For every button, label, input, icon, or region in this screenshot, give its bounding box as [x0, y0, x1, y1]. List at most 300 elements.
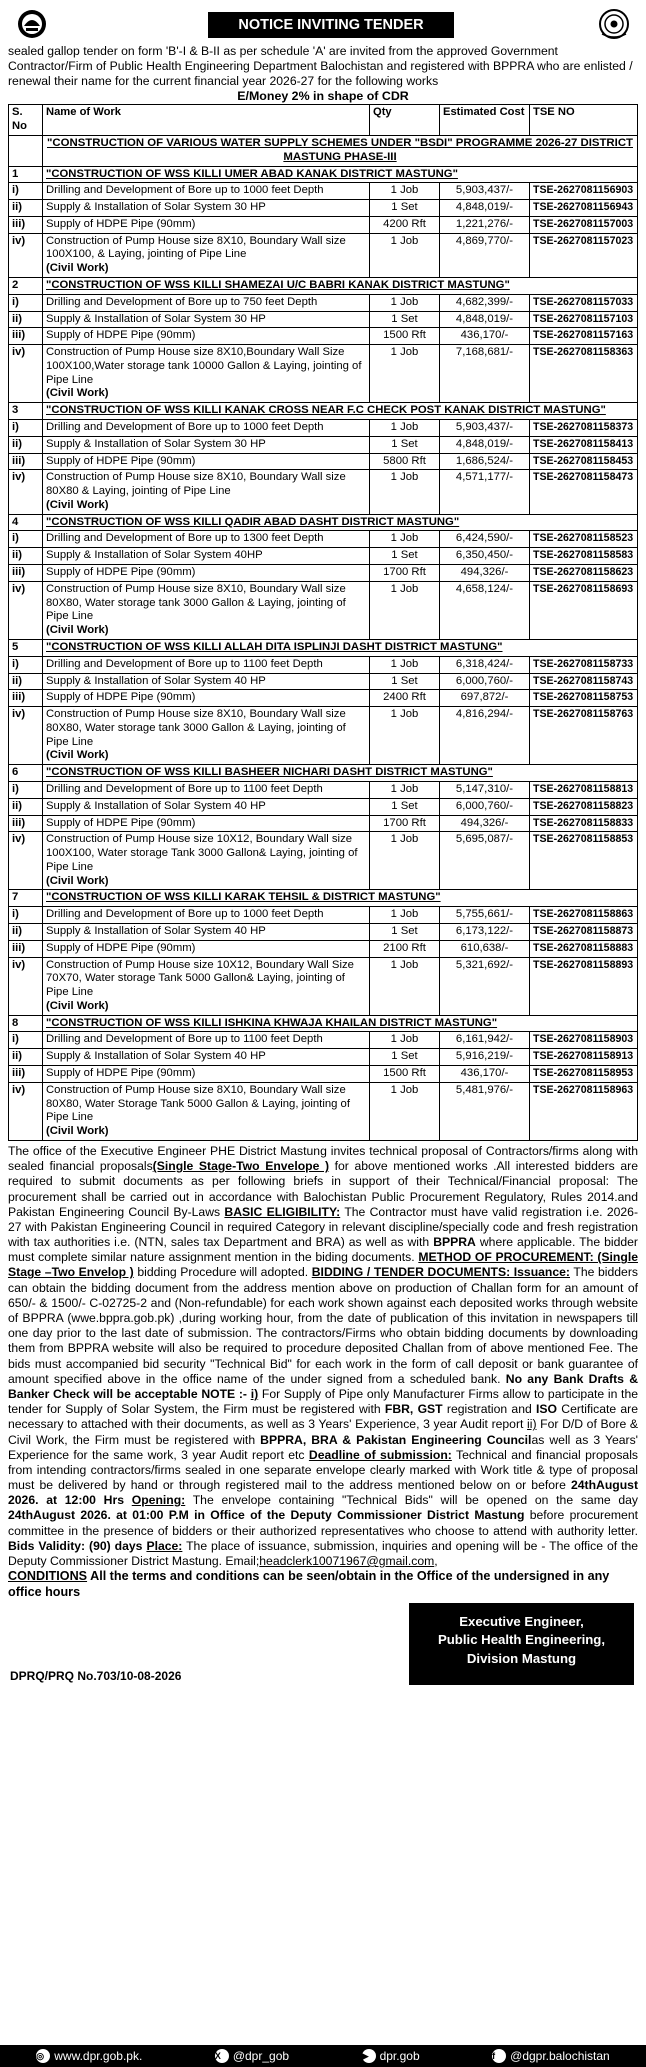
- item-number: iv): [9, 233, 43, 277]
- estimated-cost: 6,173,122/-: [440, 924, 530, 941]
- quantity: 1 Job: [370, 1082, 440, 1140]
- work-cell: [43, 656, 370, 673]
- quantity: 1 Job: [370, 1032, 440, 1049]
- tse-number: TSE-2627081158873: [530, 924, 638, 941]
- tse-number: TSE-2627081157023: [530, 233, 638, 277]
- table-row: [9, 781, 638, 798]
- estimated-cost: 6,424,590/-: [440, 531, 530, 548]
- works-body: [9, 135, 638, 1140]
- item-number: iv): [9, 581, 43, 639]
- header-sno: S. No: [9, 105, 43, 135]
- work-cell: [43, 707, 370, 765]
- civil-work-label: (Civil Work): [46, 262, 109, 275]
- estimated-cost: 610,638/-: [440, 940, 530, 957]
- body-segment: where applicable. The bidder must complete similar nature assignment mention in the biding documents.: [8, 1235, 638, 1265]
- item-number: i): [9, 1032, 43, 1049]
- tse-number: TSE-2627081158863: [530, 907, 638, 924]
- table-row: [9, 1032, 638, 1049]
- table-row: [9, 328, 638, 345]
- tse-number: TSE-2627081158953: [530, 1066, 638, 1083]
- body-segment: [124, 1493, 132, 1507]
- tse-number: TSE-2627081158623: [530, 565, 638, 582]
- tse-number: TSE-2627081156903: [530, 183, 638, 200]
- item-number: ii): [9, 548, 43, 565]
- quantity: 1 Job: [370, 470, 440, 514]
- item-number: iii): [9, 940, 43, 957]
- work-description: Supply & Installation of Solar System 30 HP: [46, 201, 266, 214]
- scheme-title: "CONSTRUCTION OF WSS KILLI SHAMEZAI U/C BABRI KANAK DISTRICT MASTUNG": [43, 277, 638, 294]
- estimated-cost: 5,481,976/-: [440, 1082, 530, 1140]
- scheme-header-row: [9, 166, 638, 183]
- quantity: 1 Job: [370, 294, 440, 311]
- work-cell: [43, 1049, 370, 1066]
- work-cell: [43, 548, 370, 565]
- quantity: 1 Set: [370, 311, 440, 328]
- civil-work-label: (Civil Work): [46, 874, 109, 887]
- works-table: [8, 104, 638, 1141]
- scheme-title: "CONSTRUCTION OF WSS KILLI KANAK CROSS NEAR F.C CHECK POST KANAK DISTRICT MASTUNG": [43, 403, 638, 420]
- work-description: Drilling and Development of Bore up to 1000 feet Depth: [46, 908, 324, 921]
- table-row: [9, 673, 638, 690]
- item-number: iii): [9, 690, 43, 707]
- table-row: [9, 436, 638, 453]
- table-row: [9, 815, 638, 832]
- item-number: iv): [9, 957, 43, 1015]
- estimated-cost: 436,170/-: [440, 1066, 530, 1083]
- work-description: Construction of Pump House size 8X10, Boundary Wall size 80X80 & Laying, jointing of Pipe Line: [46, 471, 346, 498]
- item-number: iii): [9, 328, 43, 345]
- estimated-cost: 5,903,437/-: [440, 183, 530, 200]
- civil-work-label: (Civil Work): [46, 387, 109, 400]
- body-segment: Deadline of submission:: [308, 1447, 452, 1462]
- table-row: [9, 1082, 638, 1140]
- body-segment: as well as 3 Years' Experience for the same work, 3 year Audit report etc: [8, 1432, 638, 1462]
- scheme-title: "CONSTRUCTION OF WSS KILLI ISHKINA KHWAJA KHAILAN DISTRICT MASTUNG": [43, 1015, 638, 1032]
- estimated-cost: 4,848,019/-: [440, 436, 530, 453]
- work-cell: [43, 200, 370, 217]
- work-description: Supply & Installation of Solar System 30 HP: [46, 437, 266, 450]
- table-row: [9, 233, 638, 277]
- tse-number: TSE-2627081158963: [530, 1082, 638, 1140]
- body-segment: BIDDING / TENDER DOCUMENTS: Issuance:: [311, 1265, 570, 1280]
- work-description: Supply of HDPE Pipe (90mm): [46, 217, 196, 230]
- estimated-cost: 7,168,681/-: [440, 345, 530, 403]
- signature-line-3: Division Mastung: [466, 1650, 577, 1666]
- reference-number: DPRQ/PRQ No.703/10-08-2026: [10, 1669, 182, 1684]
- work-description: Construction of Pump House size 8X10,Boundary Wall Size 100X100,Water storage tank 10000 Gallon & Laying, jointing of Pipe Line: [46, 346, 362, 386]
- tse-number: TSE-2627081157103: [530, 311, 638, 328]
- table-header-row: [9, 105, 638, 135]
- scheme-number: 8: [9, 1015, 43, 1032]
- conditions-note: [8, 1569, 638, 1600]
- table-row: [9, 216, 638, 233]
- table-row: [9, 924, 638, 941]
- tse-number: TSE-2627081157033: [530, 294, 638, 311]
- work-description: Supply of HDPE Pipe (90mm): [46, 329, 196, 342]
- quantity: 1 Job: [370, 420, 440, 437]
- work-cell: [43, 420, 370, 437]
- social-bar: [0, 2045, 646, 2067]
- tse-number: TSE-2627081158763: [530, 707, 638, 765]
- estimated-cost: 4,848,019/-: [440, 311, 530, 328]
- estimated-cost: 4,869,770/-: [440, 233, 530, 277]
- tse-number: TSE-2627081158883: [530, 940, 638, 957]
- tse-number: TSE-2627081158413: [530, 436, 638, 453]
- item-number: iv): [9, 707, 43, 765]
- signature-block: [409, 1603, 634, 1685]
- tse-number: TSE-2627081158373: [530, 420, 638, 437]
- work-description: Construction of Pump House size 10X12, Boundary Wall size 100X100, Water storage Tank 3000 Gallon& Laying, jointing of Pipe Line: [46, 833, 358, 873]
- work-cell: [43, 1082, 370, 1140]
- work-cell: [43, 470, 370, 514]
- work-cell: [43, 216, 370, 233]
- tse-number: TSE-2627081157163: [530, 328, 638, 345]
- work-cell: [43, 328, 370, 345]
- body-segment: Opening:: [131, 1493, 186, 1508]
- tse-number: TSE-2627081158823: [530, 798, 638, 815]
- estimated-cost: 5,916,219/-: [440, 1049, 530, 1066]
- table-row: [9, 690, 638, 707]
- work-description: Supply & Installation of Solar System 40 HP: [46, 925, 266, 937]
- quantity: 5800 Rft: [370, 453, 440, 470]
- scheme-number: 5: [9, 639, 43, 656]
- conditions-text: All the terms and conditions can be seen/obtain in the Office of the undersigned in any office hours: [8, 1569, 610, 1599]
- civil-work-label: (Civil Work): [46, 624, 109, 637]
- item-number: iii): [9, 565, 43, 582]
- work-cell: [43, 924, 370, 941]
- work-description: Supply of HDPE Pipe (90mm): [46, 691, 196, 704]
- item-number: ii): [9, 1049, 43, 1066]
- civil-work-label: (Civil Work): [46, 1125, 109, 1138]
- item-number: i): [9, 183, 43, 200]
- work-cell: [43, 673, 370, 690]
- social-handle: @dpr_gob: [232, 2048, 290, 2063]
- item-number: ii): [9, 311, 43, 328]
- quantity: 1 Job: [370, 581, 440, 639]
- scheme-header-row: [9, 277, 638, 294]
- work-cell: [43, 565, 370, 582]
- tse-number: TSE-2627081158473: [530, 470, 638, 514]
- table-row: [9, 531, 638, 548]
- government-emblem-icon: [12, 8, 52, 40]
- item-number: i): [9, 294, 43, 311]
- body-segment: before procurement committee in the presence of bidders or their authorized representatives who choose to attend with authority letter.: [8, 1508, 638, 1538]
- body-segment: bidding Procedure will adopted.: [133, 1265, 312, 1280]
- notice-title: NOTICE INVITING TENDER: [208, 12, 454, 38]
- work-description: Drilling and Development of Bore up to 1000 feet Depth: [46, 421, 324, 433]
- work-cell: [43, 690, 370, 707]
- table-row: [9, 311, 638, 328]
- table-row: [9, 832, 638, 890]
- table-row: [9, 1049, 638, 1066]
- scheme-number: 6: [9, 765, 43, 782]
- quantity: 1500 Rft: [370, 328, 440, 345]
- body-segment: BPPRA, BRA & Pakistan Engineering Council: [260, 1432, 532, 1447]
- body-segment: The envelope containing "Technical Bids" will be opened on the same day: [185, 1493, 639, 1508]
- table-row: [9, 200, 638, 217]
- body-segment: The office of the Executive Engineer PHE District Mastung invites technical proposal of Contractors/firms along with sealed financial proposals: [8, 1143, 638, 1174]
- work-cell: [43, 1032, 370, 1049]
- table-row: [9, 548, 638, 565]
- work-cell: [43, 453, 370, 470]
- header-tse: TSE NO: [530, 105, 638, 135]
- scheme-title: "CONSTRUCTION OF WSS KILLI QADIR ABAD DASHT DISTRICT MASTUNG": [43, 514, 638, 531]
- item-number: ii): [9, 798, 43, 815]
- work-cell: [43, 957, 370, 1015]
- emoney-line: E/Money 2% in shape of CDR: [237, 89, 409, 103]
- scheme-header-row: [9, 403, 638, 420]
- item-number: iii): [9, 453, 43, 470]
- social-link[interactable]: [36, 2049, 142, 2064]
- work-description: Supply & Installation of Solar System 40 HP: [46, 674, 266, 687]
- scheme-header-row: [9, 765, 638, 782]
- item-number: ii): [9, 200, 43, 217]
- programme-row: [9, 135, 638, 166]
- estimated-cost: 5,755,661/-: [440, 907, 530, 924]
- table-row: [9, 453, 638, 470]
- estimated-cost: 1,221,276/-: [440, 216, 530, 233]
- tse-number: TSE-2627081158853: [530, 832, 638, 890]
- work-cell: [43, 436, 370, 453]
- quantity: 2400 Rft: [370, 690, 440, 707]
- estimated-cost: 4,816,294/-: [440, 707, 530, 765]
- item-number: i): [9, 907, 43, 924]
- work-cell: [43, 581, 370, 639]
- tse-number: TSE-2627081158753: [530, 690, 638, 707]
- work-cell: [43, 345, 370, 403]
- civil-work-label: (Civil Work): [46, 498, 109, 511]
- tse-number: TSE-2627081158913: [530, 1049, 638, 1066]
- table-row: [9, 581, 638, 639]
- body-segment: ,: [434, 1554, 438, 1568]
- work-description: Supply & Installation of Solar System 40HP: [46, 549, 263, 562]
- scheme-header-row: [9, 890, 638, 907]
- body-segment: For Supply of Pipe only Manufacturer Firms allow to participate in the tender for Supply of Solar System, the Firm must be registered with: [8, 1386, 639, 1417]
- tse-number: TSE-2627081157003: [530, 216, 638, 233]
- item-number: i): [9, 656, 43, 673]
- work-cell: [43, 183, 370, 200]
- quantity: 1 Set: [370, 924, 440, 941]
- scheme-number: 2: [9, 277, 43, 294]
- body-segment: The place of issuance, submission, inquiries and opening will be - The office of the Deputy Commissioner District Mastung. Email;: [8, 1538, 639, 1568]
- item-number: i): [9, 781, 43, 798]
- table-row: [9, 470, 638, 514]
- tse-number: TSE-2627081158893: [530, 957, 638, 1015]
- social-link[interactable]: [362, 2049, 420, 2064]
- body-segment: ii): [527, 1417, 537, 1432]
- work-description: Drilling and Development of Bore up to 1300 feet Depth: [46, 532, 324, 545]
- body-segment[interactable]: headclerk10071967@gmail.com: [259, 1554, 435, 1568]
- tse-number: TSE-2627081158733: [530, 656, 638, 673]
- signature-line-1: Executive Engineer,: [459, 1614, 584, 1630]
- body-segment: for above mentioned works .All interested bidders are required to submit documents as per following briefs in support of their Technical/Financial proposal: The procurement shall be carried out in accordance with Balochistan Public Procurement Regulatory, Rules 2014.and Pakistan Engineering Council By-Laws: [8, 1159, 638, 1219]
- tse-number: TSE-2627081158813: [530, 781, 638, 798]
- work-description: Drilling and Development of Bore up to 1100 feet Depth: [46, 782, 323, 795]
- body-segment: 24thAugust 2026. at 01:00 P.M in Office of the Deputy Commissioner District Mastung: [8, 1508, 525, 1523]
- quantity: 1 Set: [370, 200, 440, 217]
- body-segment: For D/D of Bore & Civil Work, the Firm must be registered with: [8, 1417, 638, 1447]
- work-description: Drilling and Development of Bore up to 1100 feet Depth: [46, 657, 323, 670]
- item-number: i): [9, 420, 43, 437]
- estimated-cost: 494,326/-: [440, 565, 530, 582]
- table-row: [9, 183, 638, 200]
- header: [8, 6, 638, 42]
- body-segment: Technical and financial proposals from intending contractors/firms sealed in one separate envelope clearly marked with Work title & type of proposal must be delivered by hand or through registered mail to the address mentioned below on or before: [8, 1447, 638, 1493]
- quantity: 1 Job: [370, 957, 440, 1015]
- social-link[interactable]: [492, 2049, 610, 2064]
- table-row: [9, 798, 638, 815]
- work-description: Supply & Installation of Solar System 40 HP: [46, 1050, 266, 1063]
- table-row: [9, 565, 638, 582]
- quantity: 1700 Rft: [370, 815, 440, 832]
- quantity: 1 Job: [370, 233, 440, 277]
- body-segment: The bidders can obtain the bidding document from the address mention above on production of Challan form for an amount of 650/- & 1500/- C-02725-2 and (Non-refundable) for each work shown against each deposited works through website of BPPRA (wwe.bppra.gob.pk) ,during working hour, from the date of publication of this invitation in newspapers till one day prior to the last date of submission. The contractors/Firms who obtain bidding documents by downloading them from BPPRA website will also be required to procedure deposited Challan from of above mentioned Fee. The bids must accompanied bid security "Technical Bid" for each work in the form of call deposit or bank guarantee of amount specified above in the office name of the under signed from a scheduled bank.: [8, 1265, 638, 1386]
- item-number: iv): [9, 1082, 43, 1140]
- body-segment: No any Bank Drafts & Banker Check will be acceptable NOTE :-: [8, 1371, 638, 1401]
- estimated-cost: 5,695,087/-: [440, 832, 530, 890]
- social-link[interactable]: [215, 2049, 289, 2064]
- social-handle: @dgpr.balochistan: [510, 2048, 610, 2063]
- work-description: Construction of Pump House size 8X10, Boundary Wall size 80X80, Water storage tank 3000 Gallon & Laying, jointing of Pipe Line: [46, 582, 346, 623]
- work-description: Supply of HDPE Pipe (90mm): [46, 566, 196, 579]
- scheme-header-row: [9, 514, 638, 531]
- work-cell: [43, 940, 370, 957]
- work-description: Supply of HDPE Pipe (90mm): [46, 454, 196, 467]
- work-description: Drilling and Development of Bore up to 750 feet Depth: [46, 295, 318, 308]
- estimated-cost: 6,350,450/-: [440, 548, 530, 565]
- estimated-cost: 4,682,399/-: [440, 294, 530, 311]
- signature-line-2: Public Health Engineering,: [437, 1632, 606, 1648]
- tse-number: TSE-2627081156943: [530, 200, 638, 217]
- estimated-cost: 697,872/-: [440, 690, 530, 707]
- work-cell: [43, 1066, 370, 1083]
- estimated-cost: 6,318,424/-: [440, 656, 530, 673]
- item-number: iv): [9, 470, 43, 514]
- tender-conditions-text: [8, 1144, 638, 1569]
- scheme-number: 1: [9, 166, 43, 183]
- video-icon: ▶: [362, 2049, 376, 2063]
- quantity: 1 Set: [370, 1049, 440, 1066]
- item-number: iii): [9, 815, 43, 832]
- body-segment: Bids Validity: (90) days: [8, 1538, 143, 1553]
- item-number: iv): [9, 345, 43, 403]
- body-segment: 24thAugust 2026. at 12:00 Hrs: [8, 1478, 638, 1508]
- quantity: 1 Job: [370, 183, 440, 200]
- work-cell: [43, 798, 370, 815]
- social-handle: dpr.gob: [379, 2048, 420, 2063]
- item-number: ii): [9, 673, 43, 690]
- conditions-label: CONDITIONS: [8, 1569, 88, 1584]
- scheme-number: 3: [9, 403, 43, 420]
- table-row: [9, 294, 638, 311]
- quantity: 2100 Rft: [370, 940, 440, 957]
- work-cell: [43, 832, 370, 890]
- work-description: Construction of Pump House size 8X10, Boundary Wall size 80X80, Water Storage Tank 5000 Gallon & Laying, jointing of Pipe Line: [46, 1083, 350, 1124]
- quantity: 1 Set: [370, 548, 440, 565]
- body-segment: FBR, GST: [384, 1402, 443, 1417]
- table-row: [9, 907, 638, 924]
- intro-paragraph: sealed gallop tender on form 'B'-I & B-II as per schedule 'A' are invited from the approved Government Contractor/Firm of Public Health Engineering Department Balochistan and registered with BPPRA who are enlisted / renewal their name for the current financial year 2026-27 for the following works: [8, 44, 633, 88]
- work-cell: [43, 531, 370, 548]
- estimated-cost: 5,321,692/-: [440, 957, 530, 1015]
- work-description: Supply & Installation of Solar System 30 HP: [46, 312, 266, 325]
- body-segment: (Single Stage-Two Envelope ): [152, 1159, 330, 1174]
- quantity: 1 Set: [370, 673, 440, 690]
- civil-work-label: (Civil Work): [46, 749, 109, 762]
- item-number: ii): [9, 924, 43, 941]
- item-number: iii): [9, 216, 43, 233]
- quantity: 1 Job: [370, 531, 440, 548]
- estimated-cost: 494,326/-: [440, 815, 530, 832]
- quantity: 1 Job: [370, 907, 440, 924]
- scheme-title: "CONSTRUCTION OF WSS KILLI BASHEER NICHARI DASHT DISTRICT MASTUNG": [43, 765, 638, 782]
- quantity: 4200 Rft: [370, 216, 440, 233]
- body-segment: The Contractor must have valid registration i.e. 2026-27 with Pakistan Engineering Council in required Category in relevant discipline/specially code and fresh registration with tax authorities i.e. (NTN, sales tax Department and BRA) as well as with: [8, 1204, 639, 1250]
- programme-title: "CONSTRUCTION OF VARIOUS WATER SUPPLY SCHEMES UNDER "BSDI" PROGRAMME 2026-27 DISTRICT MASTUNG PHASE-III: [43, 135, 638, 166]
- item-number: iii): [9, 1066, 43, 1083]
- civil-work-label: (Civil Work): [46, 999, 109, 1012]
- work-cell: [43, 815, 370, 832]
- tse-number: TSE-2627081158903: [530, 1032, 638, 1049]
- body-segment: ISO: [536, 1402, 558, 1417]
- work-cell: [43, 781, 370, 798]
- estimated-cost: 1,686,524/-: [440, 453, 530, 470]
- tse-number: TSE-2627081158833: [530, 815, 638, 832]
- work-description: Drilling and Development of Bore up to 1100 feet Depth: [46, 1033, 323, 1046]
- body-segment: i): [250, 1386, 259, 1401]
- work-description: Supply of HDPE Pipe (90mm): [46, 1067, 196, 1080]
- body-segment: Certificate are necessary to attached with their documents, as well as 3 Years' Experience, 3 year Audit report: [8, 1402, 639, 1432]
- body-segment: BPPRA: [433, 1235, 476, 1250]
- work-cell: [43, 907, 370, 924]
- quantity: 1 Job: [370, 707, 440, 765]
- scheme-header-row: [9, 639, 638, 656]
- header-work: Name of Work: [43, 105, 370, 135]
- estimated-cost: 5,903,437/-: [440, 420, 530, 437]
- quantity: 1 Set: [370, 798, 440, 815]
- quantity: 1 Job: [370, 656, 440, 673]
- scheme-title: "CONSTRUCTION OF WSS KILLI KARAK TEHSIL & DISTRICT MASTUNG": [43, 890, 638, 907]
- table-row: [9, 656, 638, 673]
- x-icon: X: [215, 2049, 229, 2063]
- quantity: 1 Job: [370, 832, 440, 890]
- work-description: Drilling and Development of Bore up to 1000 feet Depth: [46, 184, 324, 197]
- department-seal-icon: [594, 8, 634, 40]
- work-cell: [43, 294, 370, 311]
- work-description: Construction of Pump House size 8X10, Boundary Wall size 100X100, & Laying, jointing of Pipe Line: [46, 234, 346, 261]
- work-description: Construction of Pump House size 10X12, Boundary Wall Size 70X70, Water storage Tank 5000 Gallon& Laying, jointing of Pipe Line: [46, 958, 354, 999]
- scheme-number: 4: [9, 514, 43, 531]
- tse-number: TSE-2627081158453: [530, 453, 638, 470]
- table-row: [9, 957, 638, 1015]
- scheme-header-row: [9, 1015, 638, 1032]
- scheme-number: 7: [9, 890, 43, 907]
- item-number: iv): [9, 832, 43, 890]
- estimated-cost: 5,147,310/-: [440, 781, 530, 798]
- quantity: 1 Job: [370, 781, 440, 798]
- table-row: [9, 940, 638, 957]
- table-row: [9, 420, 638, 437]
- quantity: 1500 Rft: [370, 1066, 440, 1083]
- body-segment: Place:: [146, 1538, 183, 1553]
- body-segment: registration and: [442, 1402, 537, 1417]
- item-number: ii): [9, 436, 43, 453]
- scheme-title: "CONSTRUCTION OF WSS KILLI UMER ABAD KANAK DISTRICT MASTUNG": [43, 166, 638, 183]
- work-description: Construction of Pump House size 8X10, Boundary Wall size 80X80, Water storage tank 3000 Gallon & Laying, jointing of Pipe Line: [46, 708, 346, 748]
- estimated-cost: 436,170/-: [440, 328, 530, 345]
- header-qty: Qty: [370, 105, 440, 135]
- work-description: Supply & Installation of Solar System 40 HP: [46, 799, 266, 812]
